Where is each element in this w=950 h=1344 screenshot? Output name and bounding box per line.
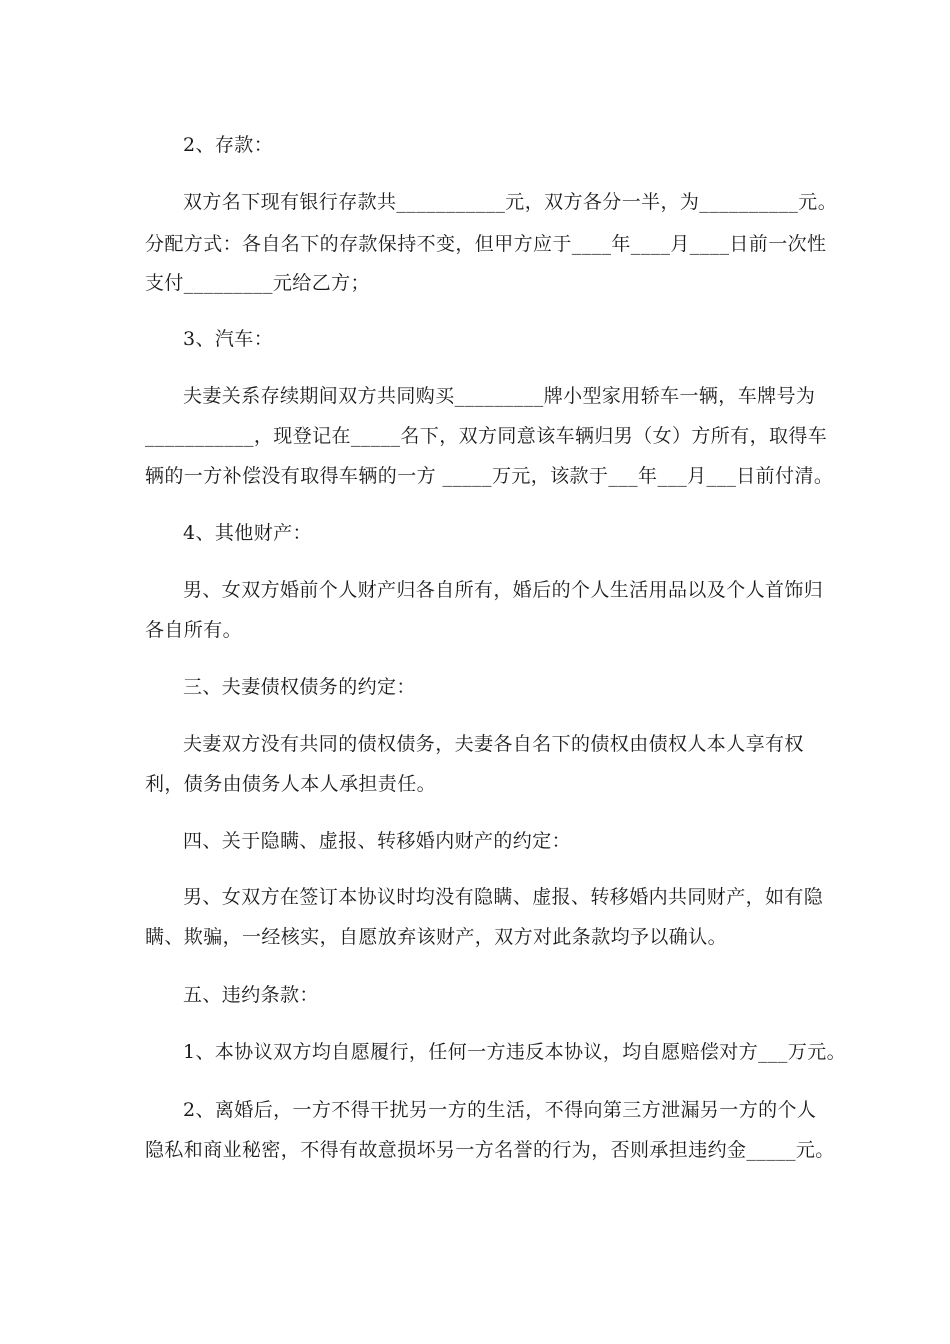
paragraph-line: 支付_________元给乙方； [145,272,370,294]
section-heading-car: 3、汽车： [183,328,274,350]
section-heading-other-property: 4、其他财产： [183,522,312,544]
paragraph-line: 1、本协议双方均自愿履行，任何一方违反本协议，均自愿赔偿对方___万元。 [183,1041,846,1063]
paragraph-line: 各自所有。 [145,619,243,641]
section-heading-debts: 三、夫妻债权债务的约定： [183,676,416,698]
paragraph-line: ___________，现登记在_____名下，双方同意该车辆归男（女）方所有，取得车 [145,425,828,447]
paragraph-line: 瞒、欺骗，一经核实，自愿放弃该财产，双方对此条款均予以确认。 [145,926,728,948]
paragraph-line: 夫妻双方没有共同的债权债务，夫妻各自名下的债权由债权人本人享有权 [183,733,804,755]
paragraph-line: 分配方式：各自名下的存款保持不变，但甲方应于____年____月____日前一次性 [145,233,827,255]
paragraph-line: 男、女双方在签订本协议时均没有隐瞒、虚报、转移婚内共同财产，如有隐 [183,886,824,908]
paragraph-line: 双方名下现有银行存款共___________元，双方各分一半，为__________元。 [183,191,838,213]
section-heading-breach: 五、违约条款： [183,984,319,1006]
paragraph-line: 男、女双方婚前个人财产归各自所有，婚后的个人生活用品以及个人首饰归 [183,579,824,601]
paragraph-line: 隐私和商业秘密，不得有故意损坏另一方名誉的行为，否则承担违约金_____元。 [145,1139,835,1161]
paragraph-line: 夫妻关系存续期间双方共同购买_________牌小型家用轿车一辆，车牌号为 [183,385,816,407]
section-heading-concealment: 四、关于隐瞒、虚报、转移婚内财产的约定： [183,830,572,852]
section-heading-deposits: 2、存款： [183,134,274,156]
paragraph-line: 辆的一方补偿没有取得车辆的一方 _____万元，该款于___年___月___日前付清。 [145,465,834,487]
paragraph-line: 利，债务由债务人本人承担责任。 [145,773,437,795]
paragraph-line: 2、离婚后，一方不得干扰另一方的生活，不得向第三方泄漏另一方的个人 [183,1099,817,1121]
